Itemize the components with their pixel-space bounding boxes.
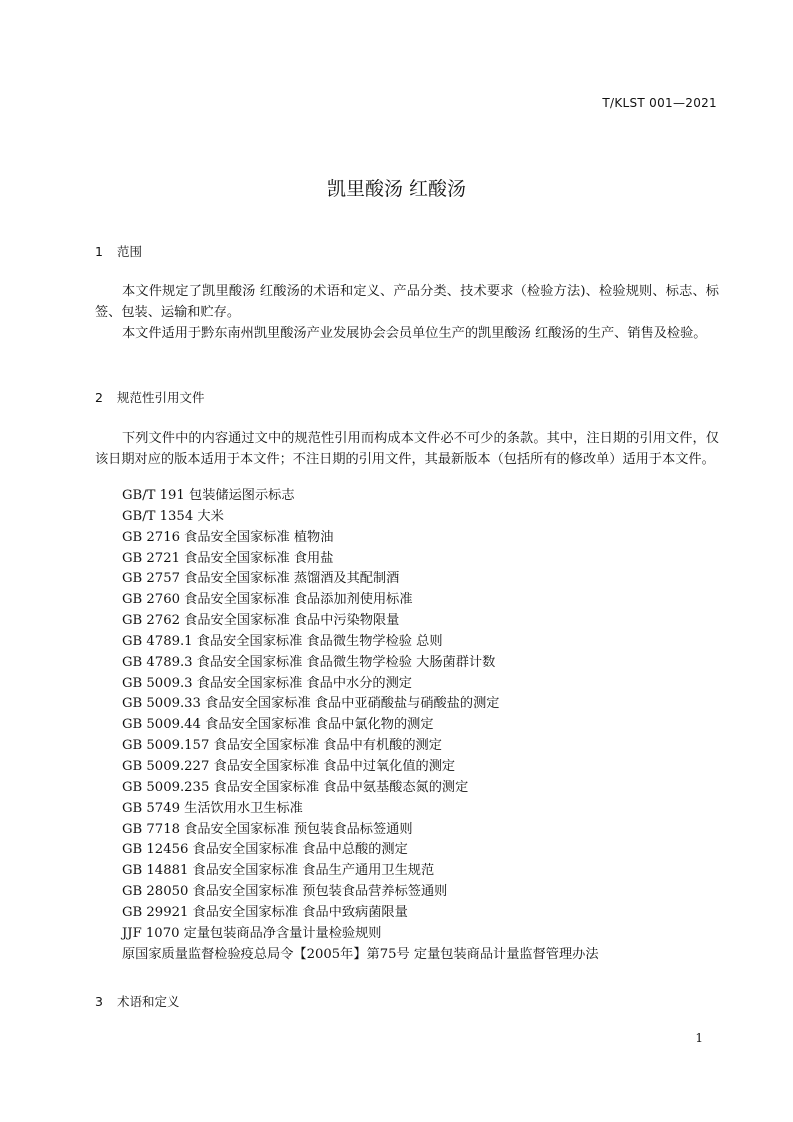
section-3-heading <box>95 992 180 1010</box>
reference-item: GB 5749 生活饮用水卫生标准 <box>122 800 303 816</box>
standard-code: T/KLST 001—2021 <box>602 96 717 110</box>
scope-paragraph-2: 本文件适用于黔东南州凯里酸汤产业发展协会会员单位生产的凯里酸汤 红酸汤的生产、销售及检验。 <box>122 326 707 341</box>
section-1-heading <box>95 242 142 260</box>
reference-item: GB 29921 食品安全国家标准 食品中致病菌限量 <box>122 904 408 920</box>
reference-item: GB 5009.3 食品安全国家标准 食品中水分的测定 <box>122 675 412 691</box>
reference-item: GB 5009.235 食品安全国家标准 食品中氨基酸态氮的测定 <box>122 779 469 795</box>
reference-item: GB/T 191 包装储运图示标志 <box>122 488 295 503</box>
reference-item: JJF 1070 定量包装商品净含量计量检验规则 <box>122 925 382 941</box>
references-intro: 下列文件中的内容通过文中的规范性引用而构成本文件必不可少的条款。其中，注日期的引用文件，仅该日期对应的版本适用于本文件；不注日期的引用文件，其最新版本（包括所有的修改单）适用于本文件。 <box>95 431 719 467</box>
section-3-number: 3 <box>95 994 103 1009</box>
reference-list <box>122 486 722 965</box>
reference-item: GB 12456 食品安全国家标准 食品中总酸的测定 <box>122 842 408 858</box>
reference-item: GB 2716 食品安全国家标准 植物油 <box>122 529 334 545</box>
section-2-number: 2 <box>95 390 103 405</box>
reference-item: GB 4789.3 食品安全国家标准 食品微生物学检验 大肠菌群计数 <box>122 654 496 670</box>
section-1-number: 1 <box>95 244 103 259</box>
reference-item: GB 2762 食品安全国家标准 食品中污染物限量 <box>122 613 400 629</box>
reference-item: GB 2760 食品安全国家标准 食品添加剂使用标准 <box>122 592 413 608</box>
scope-paragraph-1: 本文件规定了凯里酸汤 红酸汤的术语和定义、产品分类、技术要求（检验方法)、检验规则、标志、标签、包装、运输和贮存。 <box>95 284 719 320</box>
reference-item: GB 14881 食品安全国家标准 食品生产通用卫生规范 <box>122 863 435 879</box>
reference-item: GB 5009.33 食品安全国家标准 食品中亚硝酸盐与硝酸盐的测定 <box>122 696 500 712</box>
section-2-title: 规范性引用文件 <box>117 390 205 405</box>
reference-item: GB/T 1354 大米 <box>122 508 224 524</box>
section-1-title: 范围 <box>117 244 143 259</box>
section-2-heading <box>95 388 205 406</box>
reference-item: GB 5009.44 食品安全国家标准 食品中氯化物的测定 <box>122 717 434 733</box>
reference-item: GB 2757 食品安全国家标准 蒸馏酒及其配制酒 <box>122 571 400 587</box>
reference-item: GB 5009.157 食品安全国家标准 食品中有机酸的测定 <box>122 738 442 754</box>
reference-item: 原国家质量监督检验疫总局令【2005年】第75号 定量包装商品计量监督管理办法 <box>122 946 599 962</box>
reference-item: GB 7718 食品安全国家标准 预包装食品标签通则 <box>122 821 413 837</box>
reference-item: GB 4789.1 食品安全国家标准 食品微生物学检验 总则 <box>122 633 443 649</box>
reference-item: GB 2721 食品安全国家标准 食用盐 <box>122 550 334 566</box>
page-number: 1 <box>695 1031 703 1045</box>
document-title: 凯里酸汤 红酸汤 <box>326 178 467 200</box>
reference-item: GB 28050 食品安全国家标准 预包装食品营养标签通则 <box>122 884 448 900</box>
reference-item: GB 5009.227 食品安全国家标准 食品中过氧化值的测定 <box>122 758 456 774</box>
section-3-title: 术语和定义 <box>117 994 180 1009</box>
